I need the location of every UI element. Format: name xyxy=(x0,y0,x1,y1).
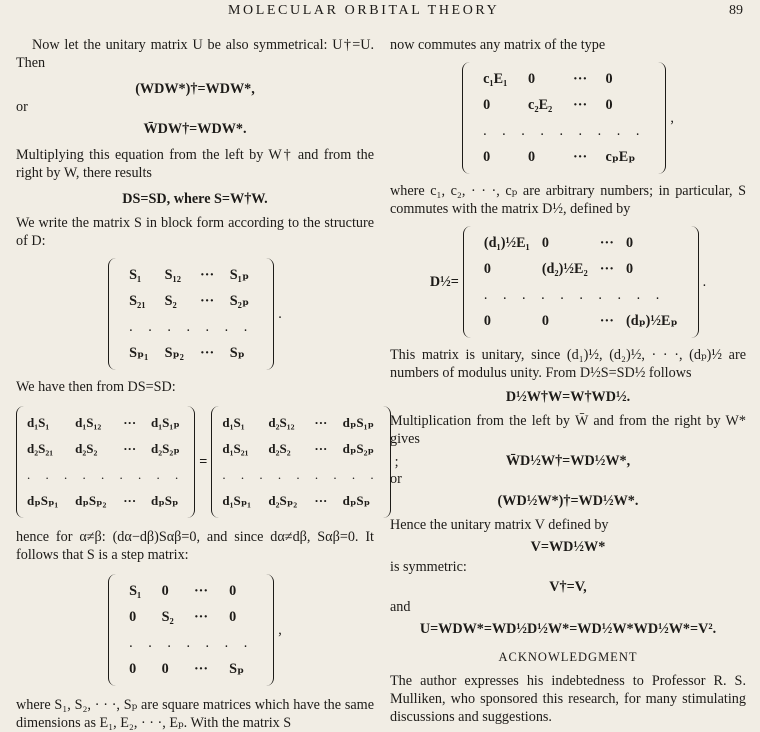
matrix-cell: d₂S₂₁ xyxy=(27,441,54,456)
matrix-c xyxy=(462,62,666,174)
matrix-cell: ··· xyxy=(314,441,328,456)
matrix-cell: 0 xyxy=(605,71,613,87)
matrix-cell: 0 xyxy=(625,261,634,277)
matrix-cell: ··· xyxy=(314,493,328,508)
matrix-cell: 0 xyxy=(483,313,491,329)
matrix-step xyxy=(108,574,274,686)
matrix-s xyxy=(108,258,274,370)
matrix-row xyxy=(21,410,190,436)
matrix-table xyxy=(216,410,385,514)
matrix-dhalf-block xyxy=(390,226,746,338)
matrix-row xyxy=(216,488,385,514)
matrix-cell: ··· xyxy=(193,609,209,625)
matrix-cell: (dₚ)½Eₚ xyxy=(625,313,678,329)
acknowledgment-text: The author expresses his indebtedness to Professor R. S. Mulliken, who sponsored this research, for many stimulating discussions and suggestions. xyxy=(390,673,746,725)
matrix-row xyxy=(478,230,684,256)
equation: W̄DW†=WDW*. xyxy=(143,121,247,137)
matrix-row xyxy=(123,604,259,630)
matrix-row xyxy=(216,436,385,462)
matrix-cell: ··· xyxy=(572,71,588,87)
matrix-cell: ··· xyxy=(599,261,614,277)
matrix-cell: S₂₁ xyxy=(129,293,146,309)
matrix-cell: . . . . . . . xyxy=(129,319,254,335)
matrix-cell: dₚSₚ₂ xyxy=(75,493,107,508)
equals-sign: = xyxy=(199,454,208,470)
matrix-cell: ··· xyxy=(123,415,137,430)
matrix-cell: c₁E₁ xyxy=(483,71,508,87)
matrix-cell: d₂S₂ xyxy=(75,441,98,456)
matrix-ds xyxy=(16,406,195,518)
punctuation: . xyxy=(702,274,707,290)
matrix-cell: 0 xyxy=(129,609,137,625)
matrix-table xyxy=(123,262,259,366)
matrix-row xyxy=(123,340,259,366)
equation: (WD½W*)†=WD½W*. xyxy=(497,493,639,509)
paragraph: This matrix is unitary, since (d₁)½, (d₂)½, · · ·, (dₚ)½ are numbers of modulus unity. From D½S=SD½ follows xyxy=(390,347,746,381)
equation: V=WD½W* xyxy=(530,539,606,555)
matrix-row xyxy=(123,630,259,656)
matrix-cell: d₁S₁₂ xyxy=(75,415,102,430)
paragraph: Multiplication from the left by W̄ and from the right by W* gives xyxy=(390,413,746,447)
matrix-cell: d₂Sₚ₂ xyxy=(268,493,298,508)
matrix-cell: d₂S₁₂ xyxy=(268,415,295,430)
matrix-cell: S₁ xyxy=(129,267,142,283)
matrix-table xyxy=(477,66,651,170)
left-column xyxy=(16,36,399,732)
matrix-cell: 0 xyxy=(528,149,536,165)
matrix-row xyxy=(478,256,684,282)
matrix-row xyxy=(478,308,684,334)
matrix-cell: ··· xyxy=(123,493,137,508)
matrix-cell: d₁S₁ xyxy=(222,415,245,430)
paragraph: is symmetric: xyxy=(390,559,467,575)
matrix-step-block xyxy=(16,574,374,686)
paragraph: We have then from DS=SD: xyxy=(16,379,176,395)
matrix-row xyxy=(123,262,259,288)
matrix-cell: ··· xyxy=(599,235,614,251)
equation: W̄D½W†=WD½W*, xyxy=(505,453,631,469)
matrix-cell: dₚS₁ₚ xyxy=(342,415,374,430)
matrix-cell: Sₚ xyxy=(229,661,245,677)
matrix-cell: ··· xyxy=(572,149,588,165)
paragraph: where S₁, S₂, · · ·, Sₚ are square matrices which have the same dimensions as E₁, E₂, · · ·, Eₚ. With the matrix S xyxy=(16,697,374,731)
matrix-row xyxy=(477,66,651,92)
matrix-cell: c₂E₂ xyxy=(528,97,553,113)
right-column xyxy=(390,36,746,726)
matrix-row xyxy=(21,436,190,462)
matrix-cell: d₂S₂ₚ xyxy=(150,441,180,456)
matrix-cell: ··· xyxy=(193,661,209,677)
punctuation: . xyxy=(278,306,282,322)
paragraph: We write the matrix S in block form according to the structure of D: xyxy=(16,215,374,249)
matrix-cell: S₂ₚ xyxy=(229,293,250,309)
matrix-cell: . . . . . . . xyxy=(129,635,254,651)
equation: (WDW*)†=WDW*, xyxy=(135,81,255,97)
matrix-cell: ··· xyxy=(314,415,328,430)
running-title: MOLECULAR ORBITAL THEORY xyxy=(228,3,500,18)
paragraph: hence for α≠β: (dα−dβ)Sαβ=0, and since dα≠dβ, Sαβ=0. It follows that S is a step matrix: xyxy=(16,529,374,563)
matrix-table xyxy=(123,578,259,682)
acknowledgment-heading: ACKNOWLEDGMENT xyxy=(498,650,638,664)
equation: D½W†W=W†WD½. xyxy=(505,389,631,405)
equation: V†=V, xyxy=(549,579,587,595)
connective-or: or xyxy=(16,99,28,115)
matrix-cell: S₁ₚ xyxy=(229,267,250,283)
connective-and: and xyxy=(390,599,411,615)
matrix-row xyxy=(21,488,190,514)
matrix-cell: 0 xyxy=(161,583,169,599)
matrix-cell: dₚSₚ xyxy=(150,493,179,508)
matrix-row xyxy=(477,118,651,144)
connective-or: or xyxy=(390,471,402,487)
matrix-cell: ··· xyxy=(123,441,137,456)
paragraph: Multiplying this equation from the left by W† and from the right by W, there results xyxy=(16,147,374,181)
matrix-cell: S₂ xyxy=(164,293,177,309)
matrix-cell: 0 xyxy=(161,661,169,677)
matrix-cell: (d₁)½E₁ xyxy=(483,235,530,251)
matrix-cell: d₁S₁ₚ xyxy=(150,415,180,430)
matrix-cell: S₂ xyxy=(161,609,174,625)
matrix-cell: 0 xyxy=(229,609,237,625)
matrix-cell: 0 xyxy=(483,261,491,277)
paragraph: now commutes any matrix of the type xyxy=(390,37,606,53)
running-header xyxy=(0,2,760,22)
matrix-cell: ··· xyxy=(193,583,209,599)
matrix-cell: 0 xyxy=(129,661,137,677)
matrix-cell: 0 xyxy=(483,97,491,113)
matrix-cell: . . . . . . . . . xyxy=(27,467,185,482)
equation: U=WDW*=WD½D½W*=WD½W*WD½W*=V². xyxy=(419,621,717,637)
matrix-d-label: D½= xyxy=(429,274,459,290)
matrix-d xyxy=(463,226,699,338)
paragraph: Hence the unitary matrix V defined by xyxy=(390,517,609,533)
matrix-cell: d₁Sₚ₁ xyxy=(222,493,252,508)
matrix-cell: ··· xyxy=(200,293,215,309)
matrix-cell: dₚS₂ₚ xyxy=(342,441,374,456)
matrix-cell: d₁S₁ xyxy=(27,415,50,430)
matrix-cell: 0 xyxy=(528,71,536,87)
matrix-cell: ··· xyxy=(200,267,215,283)
matrix-row xyxy=(123,314,259,340)
matrix-cell: 0 xyxy=(483,149,491,165)
matrix-cell: d₁S₂₁ xyxy=(222,441,249,456)
matrix-cell: 0 xyxy=(625,235,634,251)
matrix-row xyxy=(21,462,190,488)
matrix-cell: Sₚ₂ xyxy=(164,345,184,361)
matrix-sd xyxy=(211,406,390,518)
matrix-cell: 0 xyxy=(541,235,549,251)
matrix-row xyxy=(216,410,385,436)
matrix-cell: ··· xyxy=(572,97,588,113)
matrix-table xyxy=(21,410,190,514)
matrix-c-block xyxy=(390,62,746,174)
matrix-cell: S₁ xyxy=(129,583,142,599)
matrix-cell: dₚSₚ xyxy=(342,493,371,508)
paragraph: Now let the unitary matrix U be also symmetrical: U†=U. Then xyxy=(16,37,374,71)
matrix-row xyxy=(477,144,651,170)
matrix-row xyxy=(123,578,259,604)
matrix-s-block xyxy=(16,258,374,370)
matrix-row xyxy=(477,92,651,118)
matrix-cell: 0 xyxy=(229,583,237,599)
matrix-cell: cₚEₚ xyxy=(605,149,636,165)
equation: DS=SD, where S=W†W. xyxy=(122,191,268,207)
matrix-cell: d₂S₂ xyxy=(268,441,291,456)
matrix-cell: 0 xyxy=(605,97,613,113)
matrix-row xyxy=(123,656,259,682)
punctuation: , xyxy=(670,110,674,126)
matrix-row xyxy=(478,282,684,308)
matrix-cell: Sₚ₁ xyxy=(129,345,149,361)
matrix-row xyxy=(123,288,259,314)
matrix-cell: ··· xyxy=(200,345,215,361)
matrix-cell: . . . . . . . . . xyxy=(483,123,646,139)
punctuation: ; xyxy=(394,454,399,470)
matrix-cell: Sₚ xyxy=(229,345,245,361)
matrix-cell: S₁₂ xyxy=(164,267,182,283)
matrix-cell: . . . . . . . . . . xyxy=(483,287,666,303)
punctuation: , xyxy=(278,622,282,638)
matrix-row xyxy=(216,462,385,488)
matrix-table xyxy=(478,230,684,334)
matrix-cell: 0 xyxy=(541,313,549,329)
matrix-cell: . . . . . . . . . xyxy=(222,467,380,482)
matrix-cell: dₚSₚ₁ xyxy=(27,493,59,508)
paragraph: where c₁, c₂, · · ·, cₚ are arbitrary numbers; in particular, S commutes with the matrix D½, defined by xyxy=(390,183,746,217)
matrix-cell: ··· xyxy=(599,313,614,329)
page-number: 89 xyxy=(729,3,743,18)
matrix-cell: (d₂)½E₂ xyxy=(541,261,588,277)
